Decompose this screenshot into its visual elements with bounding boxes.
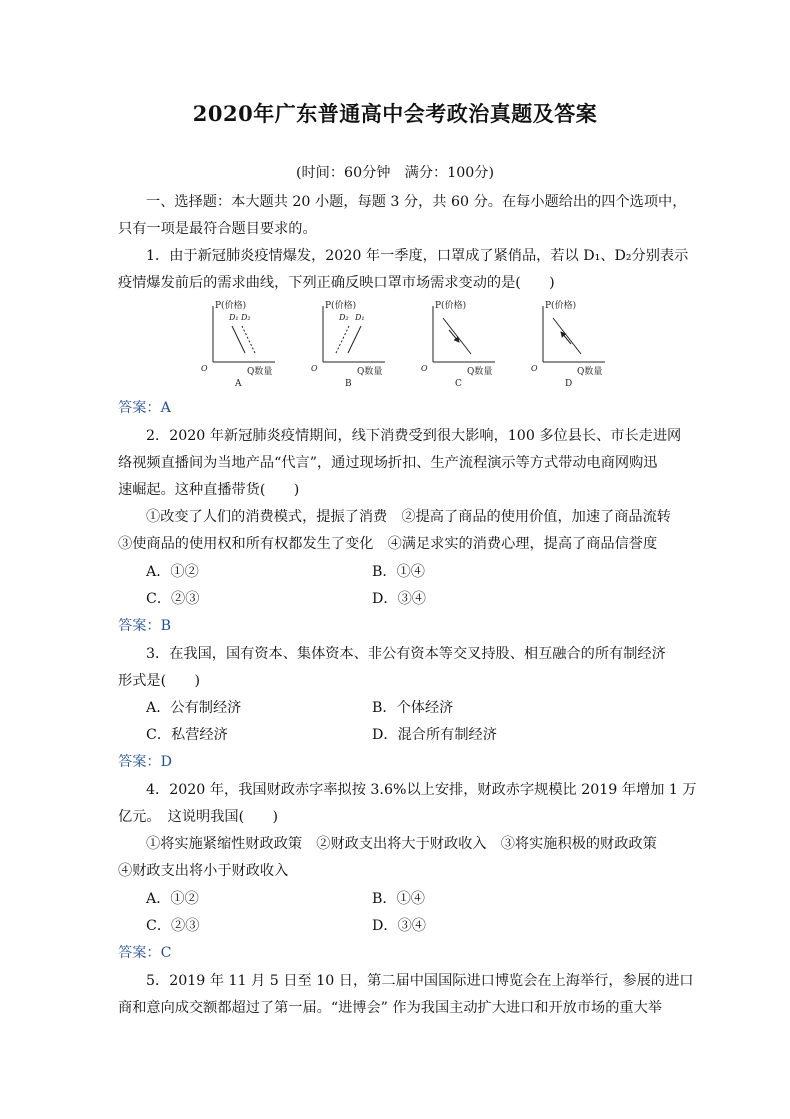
graph-a — [201, 299, 275, 389]
option-a: A．公有制经济 — [146, 700, 242, 716]
answer-3: 答案：D — [118, 754, 172, 770]
origin-label: O — [531, 364, 538, 373]
question-2-statement: ③使商品的使用权和所有权都发生了变化 ④满足求实的消费心理，提高了商品信誉度 — [118, 536, 658, 552]
graph-letter: A — [235, 379, 242, 389]
option-c: C．②③ — [146, 591, 200, 607]
answer-4: 答案：C — [118, 945, 172, 961]
axis-y-label: P(价格) — [435, 301, 467, 311]
graph-c — [421, 299, 495, 389]
origin-label: O — [201, 364, 208, 373]
question-5-text: 5．2019 年 11 月 5 日至 10 日，第二届中国国际进口博览会在上海举行，参展的进口 — [146, 973, 694, 989]
question-4-statement: ①将实施紧缩性财政政策 ②财政支出将大于财政收入 ③将实施积极的财政政策 — [146, 836, 657, 852]
option-b: B．①④ — [372, 564, 425, 580]
axis-y-label: P(价格) — [325, 301, 357, 311]
graph-b — [311, 299, 385, 389]
option-b: B．个体经济 — [372, 700, 454, 716]
curve-label-2: D₂ — [241, 313, 251, 322]
axis-x-label: Q数量 — [467, 367, 493, 377]
answer-2: 答案：B — [118, 618, 171, 634]
option-a: A．①② — [146, 564, 199, 580]
question-2-statement: ①改变了人们的消费模式，提振了消费 ②提高了商品的使用价值，加速了商品流转 — [146, 509, 671, 525]
axis-y-label: P(价格) — [215, 301, 247, 311]
question-2-text: 络视频直播间为当地产品“代言”，通过现场折扣、生产流程演示等方式带动电商网购迅 — [118, 455, 658, 471]
question-3-text: 3．在我国，国有资本、集体资本、非公有资本等交叉持股、相互融合的所有制经济 — [146, 646, 666, 662]
graph-letter: D — [565, 379, 573, 389]
graph-d — [531, 299, 605, 389]
curve-label-1: D₁ — [229, 313, 239, 322]
option-c: C．②③ — [146, 918, 200, 934]
option-a: A．①② — [146, 891, 199, 907]
question-5-text: 商和意向成交额都超过了第一届。“进博会” 作为我国主动扩大进口和开放市场的重大举 — [118, 1000, 662, 1016]
answer-1: 答案：A — [118, 400, 171, 416]
demand-curve-figures — [195, 296, 625, 392]
graph-letter: B — [345, 379, 352, 389]
origin-label: O — [311, 364, 318, 373]
question-4-statement: ④财政支出将小于财政收入 — [118, 863, 289, 879]
axis-x-label: Q数量 — [577, 367, 603, 377]
option-c: C．私营经济 — [146, 727, 228, 743]
question-2-text: 速崛起。这种直播带货( ) — [118, 482, 300, 498]
section-intro-line: 一、选择题：本大题共 20 小题，每题 3 分，共 60 分。在每小题给出的四个选项中， — [146, 194, 687, 210]
exam-info: (时间：60分钟 满分：100分) — [295, 165, 495, 181]
curve-label-2: D₁ — [355, 313, 365, 322]
document-title: 2020年广东普通高中会考政治真题及答案 — [192, 101, 598, 126]
curve-label-1: D₂ — [339, 313, 349, 322]
option-b: B．①④ — [372, 891, 425, 907]
question-1-text: 疫情爆发前后的需求曲线，下列正确反映口罩市场需求变动的是( ) — [118, 275, 555, 291]
axis-x-label: Q数量 — [357, 367, 383, 377]
option-d: D．③④ — [372, 591, 426, 607]
graph-letter: C — [455, 379, 462, 389]
axis-y-label: P(价格) — [545, 301, 577, 311]
option-d: D．③④ — [372, 918, 426, 934]
question-4-text: 亿元。 这说明我国( ) — [118, 809, 279, 825]
question-1-text: 1．由于新冠肺炎疫情爆发，2020 年一季度，口罩成了紧俏品，若以 D₁、D₂分别表示 — [146, 248, 689, 264]
question-4-text: 4．2020 年，我国财政赤字率拟按 3.6%以上安排，财政赤字规模比 2019 年增加 1 万 — [146, 782, 697, 798]
axis-x-label: Q数量 — [247, 367, 273, 377]
option-d: D．混合所有制经济 — [372, 727, 497, 743]
question-2-text: 2．2020 年新冠肺炎疫情期间，线下消费受到很大影响，100 多位县长、市长走进网 — [146, 428, 682, 444]
section-intro-line: 只有一项是最符合题目要求的。 — [118, 221, 317, 237]
origin-label: O — [421, 364, 428, 373]
question-3-text: 形式是( ) — [118, 673, 201, 689]
